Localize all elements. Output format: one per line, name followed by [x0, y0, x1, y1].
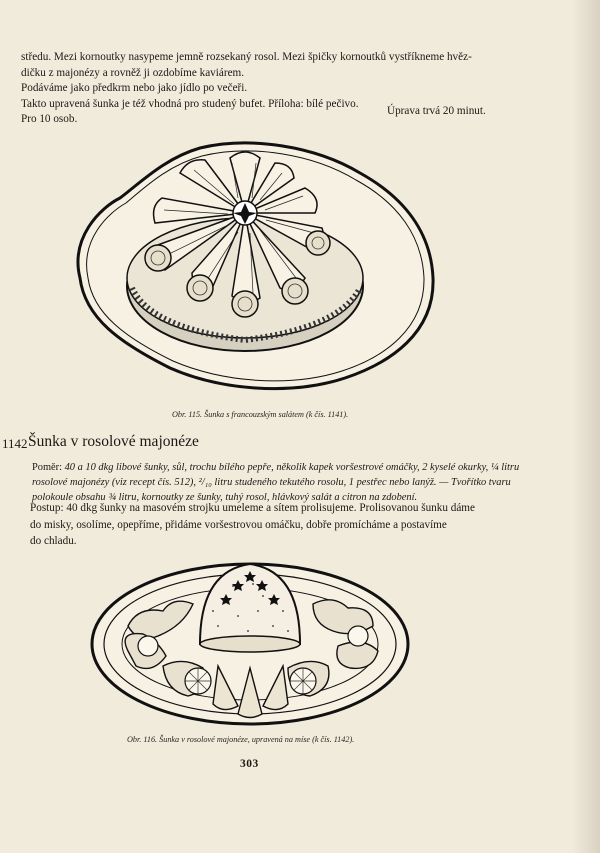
figure-ham-aspic-dome-illustration — [88, 556, 413, 728]
page-number: 303 — [240, 758, 259, 770]
page-gutter-shadow — [572, 0, 600, 853]
recipe-procedure — [30, 500, 510, 550]
ingredients-line — [32, 460, 520, 475]
procedure-line: Postup: 40 dkg šunky na masovém strojku umeleme a sítem prolisujeme. Prolisovanou šunku dáme — [30, 502, 475, 514]
recipe-title: Šunka v rosolové majonéze — [28, 433, 199, 450]
text-line: Podáváme jako předkrm nebo jako jídlo po večeři. — [21, 82, 248, 95]
figure-ham-cornets-illustration — [60, 128, 445, 403]
recipe-number: 1142 — [2, 436, 28, 451]
pomer-label: Poměr: — [32, 462, 63, 473]
text-line: středu. Mezi kornoutky nasypeme jemně rozsekaný rosol. Mezi špičky kornoutků vystříkneme hvěz- — [21, 51, 472, 63]
procedure-line: do misky, osolíme, opepříme, přidáme voršestrovou omáčku, dobře promícháme a postavíme — [30, 518, 447, 531]
procedure-line: do chladu. — [30, 535, 77, 547]
text-line: Takto upravená šunka je též vhodná pro studený bufet. Příloha: bílé pečivo. — [21, 97, 359, 110]
prep-time-note: Úprava trvá 20 minut. — [387, 105, 486, 117]
recipe-ingredients — [32, 460, 520, 505]
ingredients-line: rosolové majonézy (viz recept čís. 512), ²/₁₀ litru studeného tekutého rosolu, 1 pestřec nebo lanýž. — Tvořítko tvaru — [32, 477, 511, 488]
ingredients-text: 40 a 10 dkg libové šunky, sůl, trochu bílého pepře, několik kapek voršestrové omáčky, 2 kyselé okurky, ¼ litru — [62, 462, 520, 473]
figure-115-caption: Obr. 115. Šunka s francouzským salátem (k čís. 1141). — [172, 410, 349, 419]
figure-116-caption: Obr. 116. Šunka v rosolové majonéze, upravená na míse (k čís. 1142). — [127, 735, 355, 744]
text-line: Pro 10 osob. — [21, 113, 78, 126]
ingredients-line: polokoule obsahu ¾ litru, kornoutky ze šunky, tuhý rosol, hlávkový salát a citron na zdobení. — [32, 492, 418, 503]
text-line: dičku z majonézy a rovněž ji ozdobíme kaviárem. — [21, 66, 245, 79]
